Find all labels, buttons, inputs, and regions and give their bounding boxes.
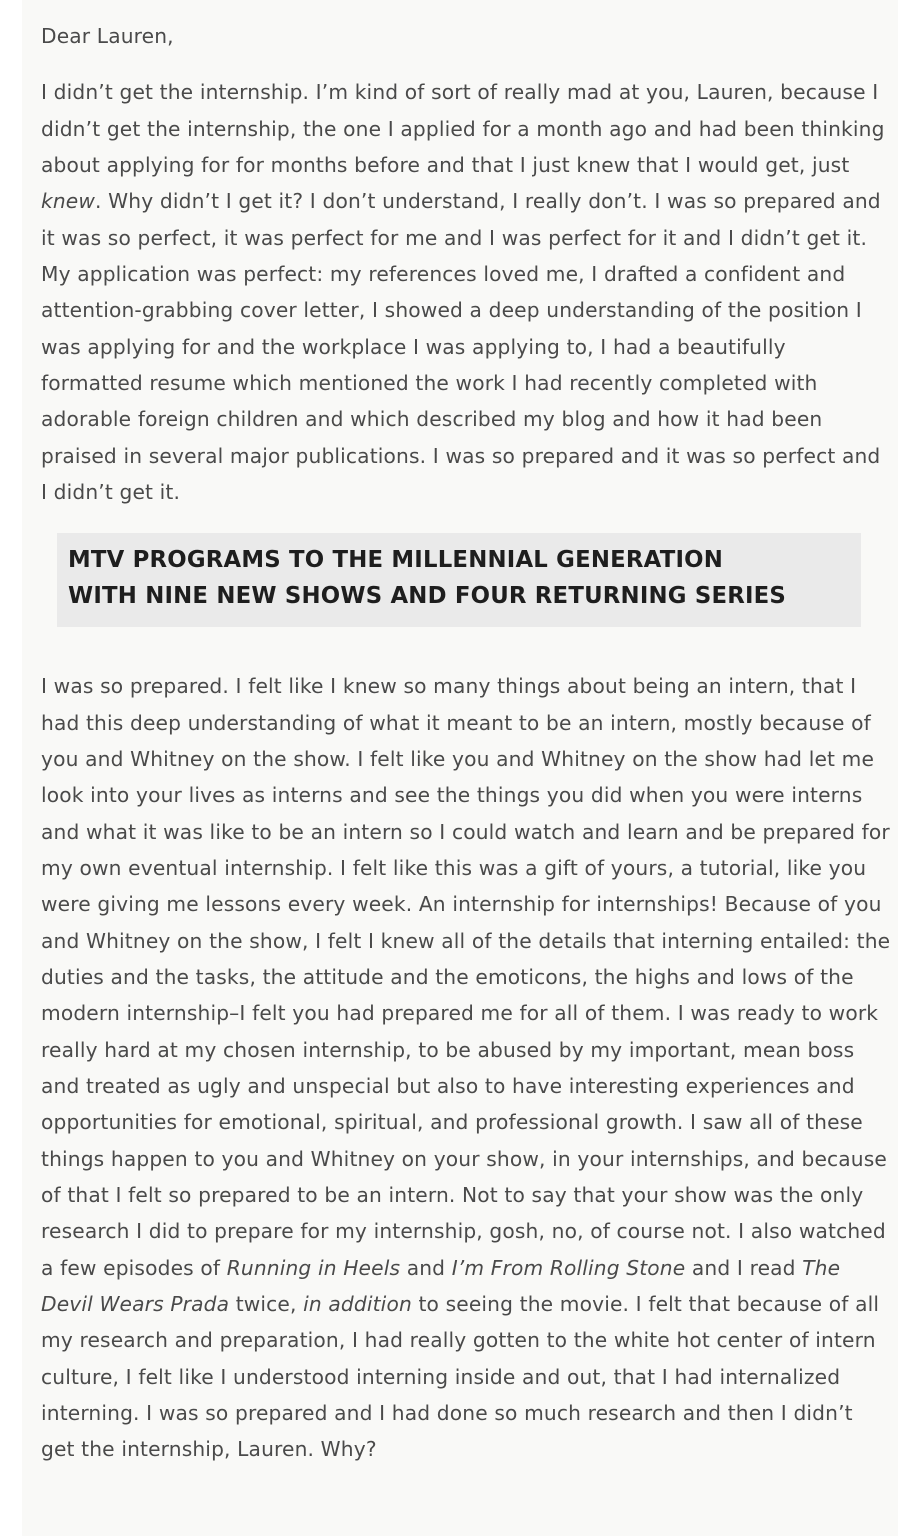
emphasis-in-addition: in addition <box>303 1292 412 1317</box>
title-devil-wears-prada: The Devil Wears Prada <box>41 1255 841 1317</box>
headline-text <box>68 542 786 614</box>
headline-line-1: MTV PROGRAMS TO THE MILLENNIAL GENERATION <box>68 547 724 573</box>
paragraph-2-text-d: twice, <box>229 1292 304 1317</box>
emphasis-knew: knew <box>41 189 96 214</box>
paragraph-2-text-c: and I read <box>685 1255 803 1280</box>
greeting: Dear Lauren, <box>41 24 174 48</box>
paragraph-1 <box>41 74 891 510</box>
paragraph-2-text-e: to seeing the movie. I felt that because of all my research and preparation, I had really gotten to the white hot center of intern culture, I felt like I understood interning inside and out, that I had internalized interning. I was so prepared and I had done so much research and then I didn’t get the internship, Lauren. Why? <box>41 1292 880 1462</box>
paragraph-2-text-a: I was so prepared. I felt like I knew so many things about being an intern, that I had this deep understanding of what it meant to be an intern, mostly because of you and Whitney on the show. I felt like you and Whitney on the show had let me look into your lives as interns and see the things you did when you were interns and what it was like to be an intern so I could watch and learn and be prepared for my own eventual internship. I felt like this was a gift of yours, a tutorial, like you were giving me lessons every week. An internship for internships! Because of you and Whitney on the show, I felt I knew all of the details that interning entailed: the duties and the tasks, the attitude and the emoticons, the highs and lows of the modern internship–I felt you had prepared me for all of them. I was ready to work really hard at my chosen internship, to be abused by my important, mean boss and treated as ugly and unspecial but also to have interesting experiences and opportunities for emotional, spiritual, and professional growth. I saw all of these things happen to you and Whitney on your show, in your internships, and because of that I felt so prepared to be an intern. Not to say that your show was the only research I did to prepare for my internship, gosh, no, of course not. I also watched a few episodes of <box>41 674 891 1280</box>
headline-image <box>57 533 861 627</box>
title-running-in-heels: Running in Heels <box>226 1255 401 1280</box>
headline-line-2: WITH NINE NEW SHOWS AND FOUR RETURNING SERIES <box>68 583 787 609</box>
paragraph-1-text-a: I didn’t get the internship. I’m kind of sort of really mad at you, Lauren, because I didn’t get the internship, the one I applied for a month ago and had been thinking about applying for for months before and that I just knew that I would get, just <box>41 80 885 178</box>
letter-top-section <box>41 18 891 510</box>
letter-page <box>22 0 898 1536</box>
title-im-from-rolling-stone: I’m From Rolling Stone <box>451 1255 686 1280</box>
paragraph-2 <box>41 648 891 1488</box>
paragraph-1-text-b: . Why didn’t I get it? I don’t understand, I really don’t. I was so prepared and it was so perfect, it was perfect for me and I was perfect for it and I didn’t get it. My application was perfect: my references loved me, I drafted a confident and attention-grabbing cover letter, I showed a deep understanding of the position I was applying for and the workplace I was applying to, I had a beautifully formatted resume which mentioned the work I had recently completed with adorable foreign children and which described my blog and how it had been praised in several major publications. I was so prepared and it was so perfect and I didn’t get it. <box>41 189 881 505</box>
paragraph-2-text-b: and <box>400 1255 452 1280</box>
paragraph-2-body <box>41 668 891 1468</box>
